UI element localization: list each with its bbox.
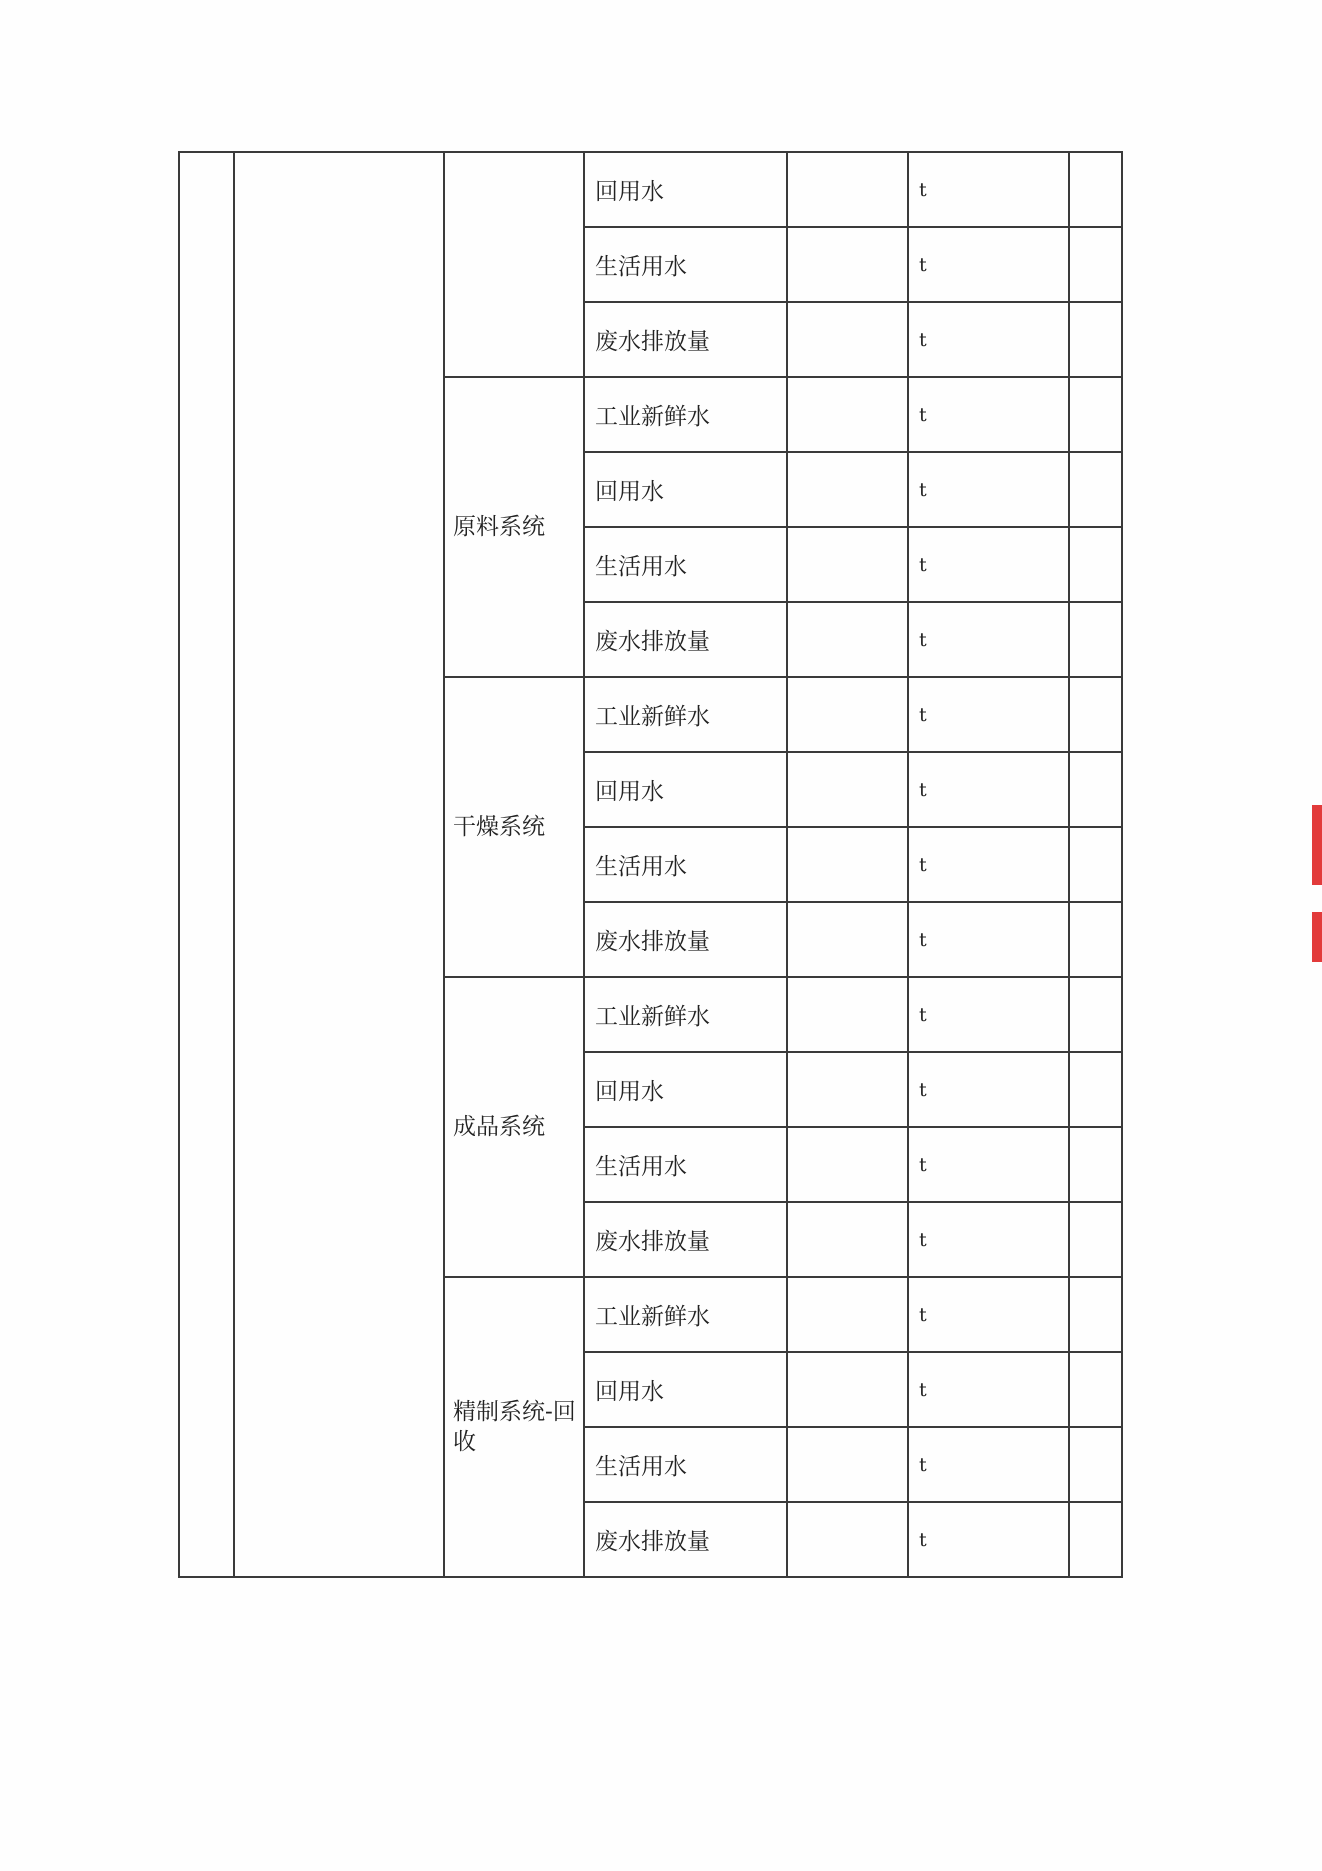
value-cell bbox=[787, 302, 908, 377]
unit-cell: t bbox=[908, 1427, 1069, 1502]
note-cell bbox=[1069, 1052, 1122, 1127]
value-cell bbox=[787, 1052, 908, 1127]
system-name-cell bbox=[444, 152, 584, 377]
note-cell bbox=[1069, 1277, 1122, 1352]
unit-cell: t bbox=[908, 1352, 1069, 1427]
value-cell bbox=[787, 677, 908, 752]
unit-cell: t bbox=[908, 227, 1069, 302]
note-cell bbox=[1069, 1427, 1122, 1502]
item-name-cell: 回用水 bbox=[584, 1352, 787, 1427]
table-body bbox=[179, 152, 1122, 1577]
value-cell bbox=[787, 452, 908, 527]
red-stamp-edge bbox=[1312, 805, 1322, 885]
value-cell bbox=[787, 1352, 908, 1427]
unit-cell: t bbox=[908, 677, 1069, 752]
item-name-cell: 回用水 bbox=[584, 452, 787, 527]
item-name-cell: 回用水 bbox=[584, 752, 787, 827]
note-cell bbox=[1069, 827, 1122, 902]
system-name-cell: 成品系统 bbox=[444, 977, 584, 1277]
note-cell bbox=[1069, 752, 1122, 827]
item-name-cell: 废水排放量 bbox=[584, 1502, 787, 1577]
item-name-cell: 工业新鲜水 bbox=[584, 1277, 787, 1352]
value-cell bbox=[787, 602, 908, 677]
unit-cell: t bbox=[908, 1277, 1069, 1352]
value-cell bbox=[787, 1427, 908, 1502]
unit-cell: t bbox=[908, 302, 1069, 377]
unit-cell: t bbox=[908, 827, 1069, 902]
unit-cell: t bbox=[908, 452, 1069, 527]
value-cell bbox=[787, 752, 908, 827]
note-cell bbox=[1069, 602, 1122, 677]
note-cell bbox=[1069, 152, 1122, 227]
value-cell bbox=[787, 1127, 908, 1202]
note-cell bbox=[1069, 1502, 1122, 1577]
note-cell bbox=[1069, 377, 1122, 452]
water-usage-table bbox=[178, 151, 1123, 1578]
unit-cell: t bbox=[908, 752, 1069, 827]
note-cell bbox=[1069, 1127, 1122, 1202]
value-cell bbox=[787, 227, 908, 302]
note-cell bbox=[1069, 677, 1122, 752]
value-cell bbox=[787, 827, 908, 902]
value-cell bbox=[787, 152, 908, 227]
value-cell bbox=[787, 1202, 908, 1277]
item-name-cell: 废水排放量 bbox=[584, 902, 787, 977]
item-name-cell: 回用水 bbox=[584, 152, 787, 227]
value-cell bbox=[787, 1502, 908, 1577]
red-stamp-edge bbox=[1312, 912, 1322, 962]
item-name-cell: 工业新鲜水 bbox=[584, 377, 787, 452]
item-name-cell: 生活用水 bbox=[584, 527, 787, 602]
unit-cell: t bbox=[908, 377, 1069, 452]
index-cell bbox=[179, 152, 234, 1577]
value-cell bbox=[787, 902, 908, 977]
unit-cell: t bbox=[908, 1502, 1069, 1577]
system-name-cell: 干燥系统 bbox=[444, 677, 584, 977]
note-cell bbox=[1069, 1202, 1122, 1277]
note-cell bbox=[1069, 452, 1122, 527]
item-name-cell: 工业新鲜水 bbox=[584, 677, 787, 752]
unit-cell: t bbox=[908, 977, 1069, 1052]
item-name-cell: 工业新鲜水 bbox=[584, 977, 787, 1052]
category-cell bbox=[234, 152, 444, 1577]
system-name-cell: 精制系统-回收 bbox=[444, 1277, 584, 1577]
unit-cell: t bbox=[908, 1127, 1069, 1202]
note-cell bbox=[1069, 902, 1122, 977]
unit-cell: t bbox=[908, 527, 1069, 602]
note-cell bbox=[1069, 302, 1122, 377]
item-name-cell: 生活用水 bbox=[584, 227, 787, 302]
value-cell bbox=[787, 977, 908, 1052]
unit-cell: t bbox=[908, 1052, 1069, 1127]
value-cell bbox=[787, 377, 908, 452]
value-cell bbox=[787, 1277, 908, 1352]
note-cell bbox=[1069, 227, 1122, 302]
note-cell bbox=[1069, 1352, 1122, 1427]
unit-cell: t bbox=[908, 602, 1069, 677]
item-name-cell: 废水排放量 bbox=[584, 1202, 787, 1277]
note-cell bbox=[1069, 527, 1122, 602]
unit-cell: t bbox=[908, 1202, 1069, 1277]
table-row bbox=[179, 152, 1122, 227]
item-name-cell: 废水排放量 bbox=[584, 602, 787, 677]
item-name-cell: 生活用水 bbox=[584, 1127, 787, 1202]
item-name-cell: 生活用水 bbox=[584, 1427, 787, 1502]
note-cell bbox=[1069, 977, 1122, 1052]
item-name-cell: 回用水 bbox=[584, 1052, 787, 1127]
item-name-cell: 废水排放量 bbox=[584, 302, 787, 377]
unit-cell: t bbox=[908, 152, 1069, 227]
system-name-cell: 原料系统 bbox=[444, 377, 584, 677]
item-name-cell: 生活用水 bbox=[584, 827, 787, 902]
value-cell bbox=[787, 527, 908, 602]
unit-cell: t bbox=[908, 902, 1069, 977]
